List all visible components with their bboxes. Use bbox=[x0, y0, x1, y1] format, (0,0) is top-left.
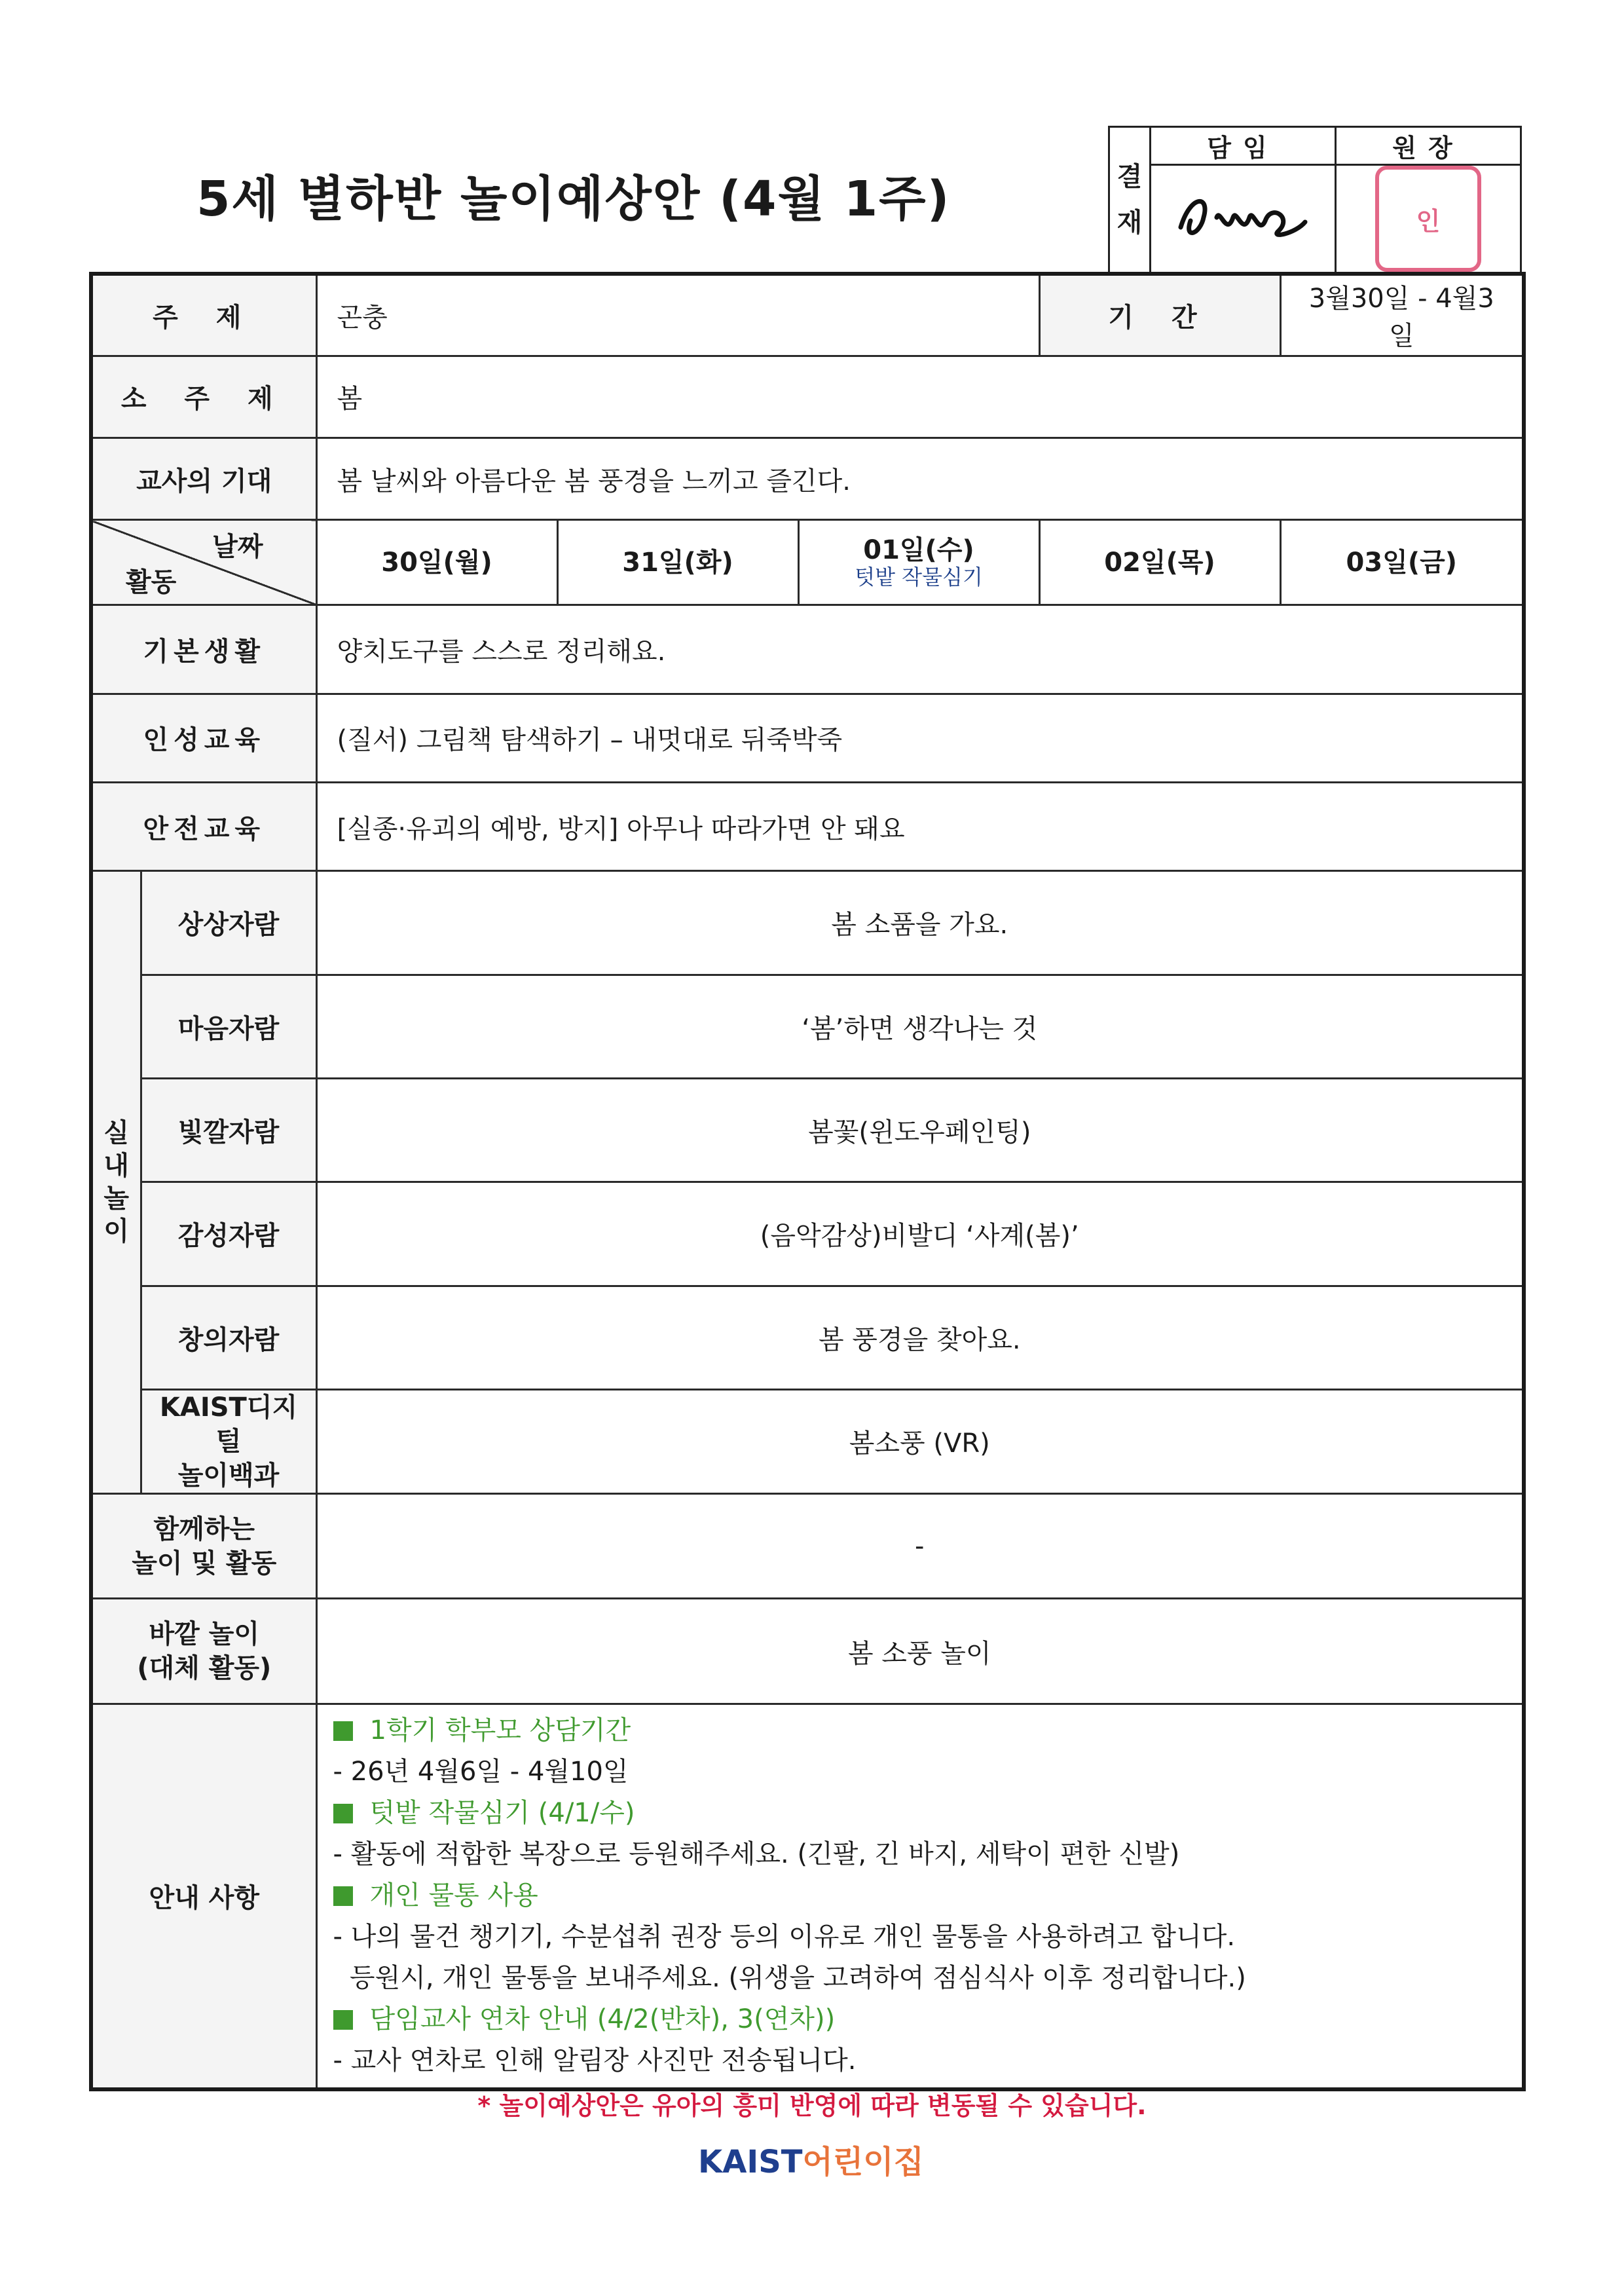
approval-label: 결 재 bbox=[1109, 127, 1151, 273]
notice-line-5: - 교사 연차로 인해 알림장 사진만 전송됩니다. bbox=[333, 2045, 857, 2076]
indoor-label-1: 상상자람 bbox=[141, 871, 316, 975]
theme-value: 곤충 bbox=[316, 274, 1039, 356]
character-value: (질서) 그림책 탐색하기 – 내멋대로 뒤죽박죽 bbox=[316, 694, 1524, 782]
logo-part-daycare: 어린이집 bbox=[802, 2144, 924, 2180]
day-tue: 31일(화) bbox=[557, 520, 798, 605]
signature-icon bbox=[1171, 181, 1315, 253]
indoor-label-3: 빛깔자람 bbox=[141, 1078, 316, 1182]
notice-title-2: 텃밭 작물심기 (4/1/수) bbox=[333, 1793, 1507, 1834]
day-thu: 02일(목) bbox=[1039, 520, 1280, 605]
indoor-value-3: 봄꽃(윈도우페인팅) bbox=[316, 1078, 1524, 1182]
outdoor-label: 바깥 놀이 (대체 활동) bbox=[91, 1599, 316, 1704]
notice-title-1: 1학기 학부모 상담기간 bbox=[333, 1710, 1507, 1751]
notice-line-3: - 나의 물건 챙기기, 수분섭취 권장 등의 이유로 개인 물통을 사용하려고 합니다. bbox=[333, 1921, 1236, 1952]
basic-label: 기본생활 bbox=[91, 605, 316, 694]
day-fri: 03일(금) bbox=[1280, 520, 1524, 605]
character-label: 인성교육 bbox=[91, 694, 316, 782]
indoor-group-label: 실 내 놀 이 bbox=[91, 871, 141, 1494]
footer-note: * 놀이예상안은 유아의 흥미 반영에 따라 변동될 수 있습니다. bbox=[477, 2091, 1147, 2120]
logo-part-kaist: KAIST bbox=[698, 2144, 803, 2180]
green-square-icon bbox=[333, 2010, 353, 2030]
indoor-label-6: KAIST디지털 놀이백과 bbox=[141, 1389, 316, 1493]
director-header: 원장 bbox=[1336, 127, 1521, 165]
safety-label: 안전교육 bbox=[91, 782, 316, 870]
green-square-icon bbox=[333, 1721, 353, 1741]
day-mon: 30일(월) bbox=[316, 520, 557, 605]
safety-value: [실종·유괴의 예방, 방지] 아무나 따라가면 안 돼요 bbox=[316, 782, 1524, 870]
notice-line-1: - 26년 4월6일 - 4월10일 bbox=[333, 1756, 629, 1787]
together-label: 함께하는 놀이 및 활동 bbox=[91, 1494, 316, 1599]
subtheme-value: 봄 bbox=[316, 356, 1524, 438]
notice-title-4: 담임교사 연차 안내 (4/2(반차), 3(연차)) bbox=[333, 1999, 1507, 2040]
green-square-icon bbox=[333, 1886, 353, 1906]
notice-line-2: - 활동에 적합한 복장으로 등원해주세요. (긴팔, 긴 바지, 세탁이 편한 신발) bbox=[333, 1838, 1180, 1869]
teacher-header: 담임 bbox=[1151, 127, 1336, 165]
activity-label: 활동 bbox=[126, 567, 177, 598]
indoor-value-4: (음악감상)비발디 ‘사계(봄)’ bbox=[316, 1182, 1524, 1286]
seal-icon: 인 bbox=[1375, 166, 1481, 272]
outdoor-value: 봄 소풍 놀이 bbox=[316, 1599, 1524, 1704]
kaist-logo bbox=[698, 2136, 924, 2182]
plan-table bbox=[89, 272, 1526, 2091]
date-label: 날짜 bbox=[212, 532, 263, 563]
green-square-icon bbox=[333, 1804, 353, 1823]
indoor-value-2: ‘봄’하면 생각나는 것 bbox=[316, 975, 1524, 1078]
subtheme-label: 소 주 제 bbox=[91, 356, 316, 438]
indoor-value-6: 봄소풍 (VR) bbox=[316, 1389, 1524, 1493]
expect-label: 교사의 기대 bbox=[91, 438, 316, 519]
teacher-signature bbox=[1151, 165, 1336, 273]
notice-content bbox=[316, 1704, 1524, 2089]
notice-title-3: 개인 물통 사용 bbox=[333, 1875, 1507, 1916]
period-label: 기 간 bbox=[1039, 274, 1280, 356]
date-activity-header bbox=[91, 520, 316, 605]
director-seal-cell bbox=[1336, 165, 1521, 273]
page-title: 5세 별하반 놀이예상안 (4월 1주) bbox=[196, 171, 951, 227]
indoor-label-5: 창의자람 bbox=[141, 1286, 316, 1389]
approval-box bbox=[1108, 126, 1522, 274]
expect-value: 봄 날씨와 아름다운 봄 풍경을 느끼고 즐긴다. bbox=[316, 438, 1524, 519]
notice-line-4: 등원시, 개인 물통을 보내주세요. (위생을 고려하여 점심식사 이후 정리합니다.) bbox=[333, 1962, 1246, 1993]
notice-label: 안내 사항 bbox=[91, 1704, 316, 2089]
together-value: - bbox=[316, 1494, 1524, 1599]
day-wed-event: 텃밭 작물심기 bbox=[855, 565, 983, 590]
indoor-label-4: 감성자람 bbox=[141, 1182, 316, 1286]
theme-label: 주 제 bbox=[91, 274, 316, 356]
period-value: 3월30일 - 4월3일 bbox=[1280, 274, 1524, 356]
basic-value: 양치도구를 스스로 정리해요. bbox=[316, 605, 1524, 694]
indoor-value-5: 봄 풍경을 찾아요. bbox=[316, 1286, 1524, 1389]
indoor-value-1: 봄 소품을 가요. bbox=[316, 871, 1524, 975]
indoor-label-2: 마음자람 bbox=[141, 975, 316, 1078]
day-wed: 01일(수) 텃밭 작물심기 bbox=[798, 520, 1039, 605]
